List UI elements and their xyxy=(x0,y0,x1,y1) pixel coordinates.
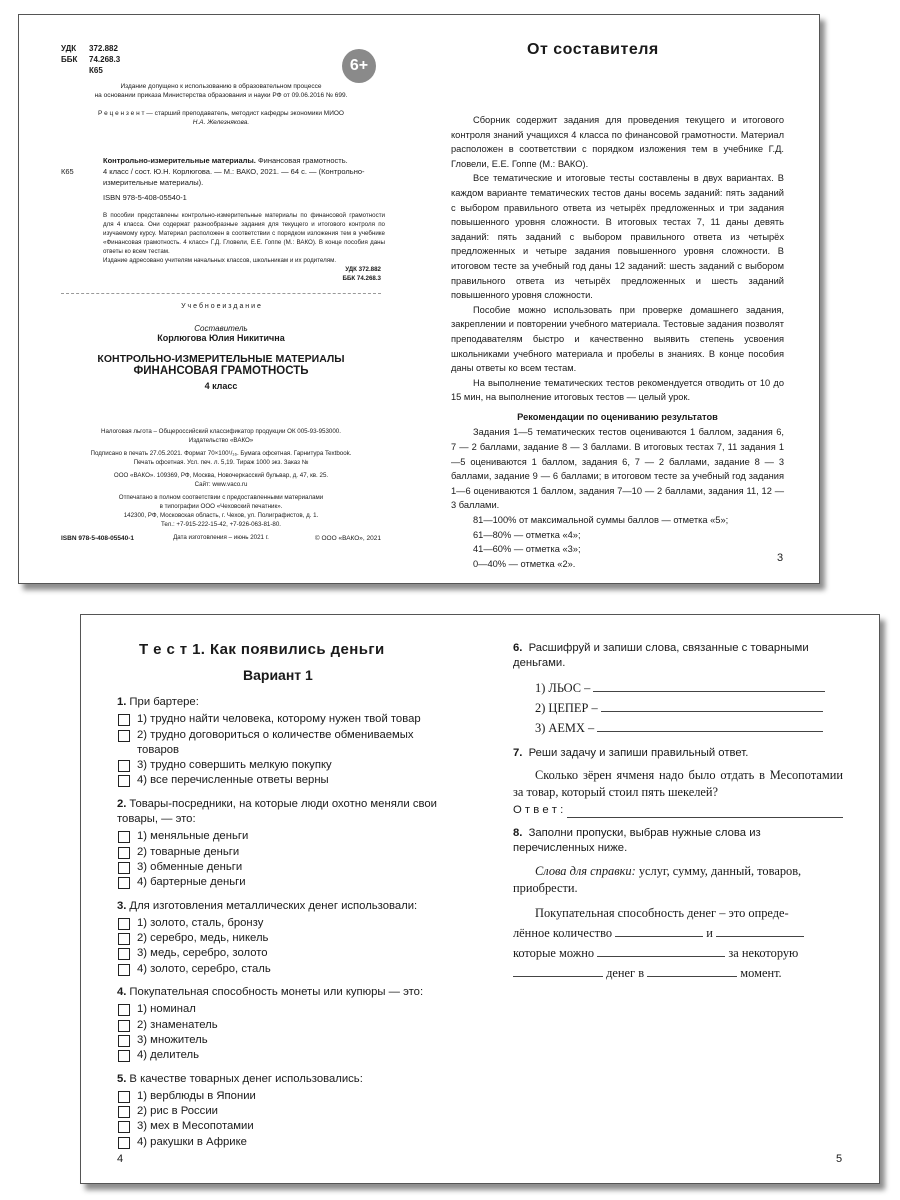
preface-title: От составителя xyxy=(527,41,659,58)
checkbox[interactable] xyxy=(118,831,130,843)
option[interactable]: 3) медь, серебро, золото xyxy=(117,946,453,961)
option[interactable]: 1) золото, сталь, бронзу xyxy=(117,916,453,931)
codes-right: УДК 372.882 ББК 74.268.3 xyxy=(342,266,381,282)
questions-column-left xyxy=(117,695,453,1158)
test-spread xyxy=(80,614,880,1184)
option[interactable]: 3) мех в Месопотамии xyxy=(117,1119,453,1134)
question-3: 3. Для изготовления металлических денег использовали: 1) золото, сталь, бронзу 2) серебро, медь, никель 3) медь, серебро, золото 4) золото, серебро, сталь xyxy=(117,899,453,977)
blank[interactable] xyxy=(513,964,603,977)
question-5: 5. В качестве товарных денег использовались: 1) верблюды в Японии 2) рис в России 3) мех в Месопотамии 4) ракушки в Африке xyxy=(117,1072,453,1150)
checkbox[interactable] xyxy=(118,1035,130,1047)
preface-body: Сборник содержит задания для проведения текущего и итогового контроля знаний учащихся 4 класса по финансовой грамотности. Материал расположен в соответствии с порядком изложения тем в учебнике Г.Д. Гловели, Е.Е. Гоппе (М.: ВАКО). Все тематические и итоговые тесты составлены в двух вариантах. В каждом варианте тематических тестов даны восемь заданий: пять заданий с выбором правильного ответа из четырёх предложенных и три задания повышенного уровня сложности. В итоговых тестах 7, 11 даны девять заданий: пять заданий с выбором правильного ответа из четырёх предложенных и четыре задания повышенного уровня сложности. В итоговом тесте за учебный год даны 12 заданий: шесть заданий с выбором правильного ответа из четырёх предложенных и шесть заданий повышенного уровня сложности. Пособие можно использовать при проверке домашнего задания, закреплении и повторении учебного материала. Тестовые задания позволят преподавателям быстро и качественно выявить степень усвоения школьниками учебного материала и пробелы в знаниях. В конце пособия даны ответы ко всем тестам. На выполнение тематических тестов рекомендуется отводить от 10 до 15 мин, на выполнение итоговых тестов — целый урок. Рекомендации по оцениванию результатов Задания 1—5 тематических тестов оцениваются 1 баллом, задания 6, 7 — 2 баллами, задание 8 — 3 баллами. В итоговых тестах 7, 11 задания 1—5 оцениваются 1 баллом, задания 6, 7 — 2 баллами, задание 8 — 3 баллами, задание 9 — 6 баллами; в итоговом тесте за учебный год задания 1—6 оцениваются 1 баллом, задания 7—10 — 2 баллами, задания 11, 12 — 3 баллами. 81—100% от максимальной суммы баллов — отметка «5»; 61—80% — отметка «4»; 41—60% — отметка «3»; 0—40% — отметка «2». xyxy=(451,115,784,569)
option[interactable]: 1) трудно найти человека, которому нужен твой товар xyxy=(117,712,453,727)
questions-column-right xyxy=(513,641,843,991)
annotation: В пособии представлены контрольно-измерительные материалы по финансовой грамотности для 4 класса. Они содержат разнообразные задания для текущего и итогового контроля по изучаемому курсу. Материал расположен в соответствии с порядком изложения тем в учебнике «Финансовая грамотность. 4 класс» Г.Д. Гловели, Е.Е. Гоппе (М.: ВАКО). В конце пособия даны ответы ко всем тестам. Издание адресовано учителям начальных классов, школьникам и их родителям. xyxy=(103,212,385,264)
blank[interactable] xyxy=(615,924,703,937)
checkbox[interactable] xyxy=(118,1121,130,1133)
option[interactable]: 4) все перечисленные ответы верны xyxy=(117,773,453,788)
library-codes xyxy=(61,43,120,76)
option[interactable]: 1) номинал xyxy=(117,1002,453,1017)
option[interactable]: 2) серебро, медь, никель xyxy=(117,931,453,946)
variant-title: Вариант 1 xyxy=(243,667,313,683)
option[interactable]: 3) обменные деньги xyxy=(117,860,453,875)
reviewer-note: Р е ц е н з е н т — старший преподаватель, методист кафедры экономики МИОО Н.А. Железнякова. xyxy=(97,110,344,126)
answer-line[interactable] xyxy=(567,805,843,818)
checkbox[interactable] xyxy=(118,1137,130,1149)
page-number: 3 xyxy=(777,552,784,564)
option[interactable]: 4) бартерные деньги xyxy=(117,875,453,890)
option[interactable]: 2) трудно договориться о количестве обмениваемых товаров xyxy=(117,728,453,759)
checkbox[interactable] xyxy=(118,918,130,930)
question-6: 6. Расшифруй и запиши слова, связанные с товарными деньгами. 1) ЛЬОС – 2) ЦЕПЕР – 3) АЕМХ – xyxy=(513,641,843,738)
answer-line[interactable] xyxy=(601,699,823,712)
age-rating-badge: 6+ xyxy=(342,49,376,83)
option[interactable]: 2) товарные деньги xyxy=(117,845,453,860)
question-8: 8. Заполни пропуски, выбрав нужные слова из перечисленных ниже. Слова для справки: услуг, сумму, данный, товаров, приобрести. Покупательная способность денег – это опреде- лённое количество и которые можно за некоторую денег в момент. xyxy=(513,826,843,983)
publisher-info: Налоговая льгота – Общероссийский классификатор продукции ОК 005-93-953000. Издательство «ВАКО» Подписано в печать 27.05.2021. Формат 70×100¹/₁₆. Бумага офсетная. Гарнитура Textbook. Печать офсетная. Усл. печ. л. 5,19. Тираж 1000 экз. Заказ № ООО «ВАКО». 109369, РФ, Москва, Новочеркасский бульвар, д. 47, кв. 25. Сайт: www.vaco.ru Отпечатано в полном соответствии с предоставленными материалами в типографии ООО «Чеховский печатник». 142300, РФ, Московская область, г. Чехов, ул. Полиграфистов, д. 1. Тел.: +7-915-222-15-42, +7-926-063-81-80. Дата изготовления – июнь 2021 г. xyxy=(90,428,352,541)
checkbox[interactable] xyxy=(118,1004,130,1016)
catalog-card: Контрольно-измерительные материалы. Финансовая грамотность. К65 4 класс / сост. Ю.Н. Корлюгова. — М.: ВАКО, 2021. — 64 с. — (Контрольно-измерительные материалы). ISBN 978-5-408-05540-1 xyxy=(61,156,365,202)
test-title: Т е с т 1. Как появились деньги xyxy=(139,641,385,658)
checkbox[interactable] xyxy=(118,1106,130,1118)
preface-spread xyxy=(18,14,820,584)
question-7: 7. Реши задачу и запиши правильный ответ. Сколько зёрен ячменя надо было отдать в Месопотамии за товар, который стоил пять шекелей? О т в е т : xyxy=(513,746,843,819)
option[interactable]: 4) ракушки в Африке xyxy=(117,1135,453,1150)
checkbox[interactable] xyxy=(118,1050,130,1062)
question-1: 1. При бартере: 1) трудно найти человека, которому нужен твой товар 2) трудно договориться о количестве обмениваемых товаров 3) трудно совершить мелкую покупку 4) все перечисленные ответы верны xyxy=(117,695,453,789)
approval-note: Издание допущено к использованию в образовательном процессе на основании приказа Министерства образования и науки РФ от 09.06.2016 № 699. xyxy=(94,83,348,99)
checkbox[interactable] xyxy=(118,1020,130,1032)
checkbox[interactable] xyxy=(118,948,130,960)
divider xyxy=(61,293,381,294)
option[interactable]: 3) множитель xyxy=(117,1033,453,1048)
blank[interactable] xyxy=(597,944,725,957)
option[interactable]: 2) рис в России xyxy=(117,1104,453,1119)
option[interactable]: 1) меняльные деньги xyxy=(117,829,453,844)
cloze-text: Покупательная способность денег – это опреде- лённое количество и которые можно за некоторую денег в момент. xyxy=(513,903,843,983)
page-number-left: 4 xyxy=(117,1153,124,1165)
blank[interactable] xyxy=(647,964,737,977)
checkbox[interactable] xyxy=(118,877,130,889)
option[interactable]: 2) знаменатель xyxy=(117,1018,453,1033)
checkbox[interactable] xyxy=(118,775,130,787)
question-4: 4. Покупательная способность монеты или купюры — это: 1) номинал 2) знаменатель 3) множитель 4) делитель xyxy=(117,985,453,1063)
imprint-footer: ISBN 978-5-408-05540-1 © ООО «ВАКО», 2021 xyxy=(61,535,381,542)
answer-line[interactable] xyxy=(593,679,825,692)
option[interactable]: 3) трудно совершить мелкую покупку xyxy=(117,758,453,773)
question-2: 2. Товары-посредники, на которые люди охотно меняли свои товары, — это: 1) меняльные деньги 2) товарные деньги 3) обменные деньги 4) бартерные деньги xyxy=(117,797,453,891)
checkbox[interactable] xyxy=(118,760,130,772)
checkbox[interactable] xyxy=(118,730,130,742)
page-number-right: 5 xyxy=(836,1153,843,1165)
grading-subhead: Рекомендации по оцениванию результатов xyxy=(517,411,718,422)
title-block: У ч е б н о е и з д а н и е Составитель Корлюгова Юлия Никитична КОНТРОЛЬНО-ИЗМЕРИТЕЛЬНЫЕ МАТЕРИАЛЫ ФИНАНСОВАЯ ГРАМОТНОСТЬ 4 класс xyxy=(97,303,345,391)
blank[interactable] xyxy=(716,924,804,937)
checkbox[interactable] xyxy=(118,964,130,976)
checkbox[interactable] xyxy=(118,933,130,945)
checkbox[interactable] xyxy=(118,714,130,726)
code-bbk: ББК 74.268.3 xyxy=(61,55,121,64)
option[interactable]: 1) верблюды в Японии xyxy=(117,1089,453,1104)
answer-line[interactable] xyxy=(597,719,823,732)
option[interactable]: 4) золото, серебро, сталь xyxy=(117,962,453,977)
code-author: К65 xyxy=(89,66,103,75)
option[interactable]: 4) делитель xyxy=(117,1048,453,1063)
checkbox[interactable] xyxy=(118,1091,130,1103)
code-udk: УДК 372.882 xyxy=(61,44,118,53)
checkbox[interactable] xyxy=(118,847,130,859)
checkbox[interactable] xyxy=(118,862,130,874)
